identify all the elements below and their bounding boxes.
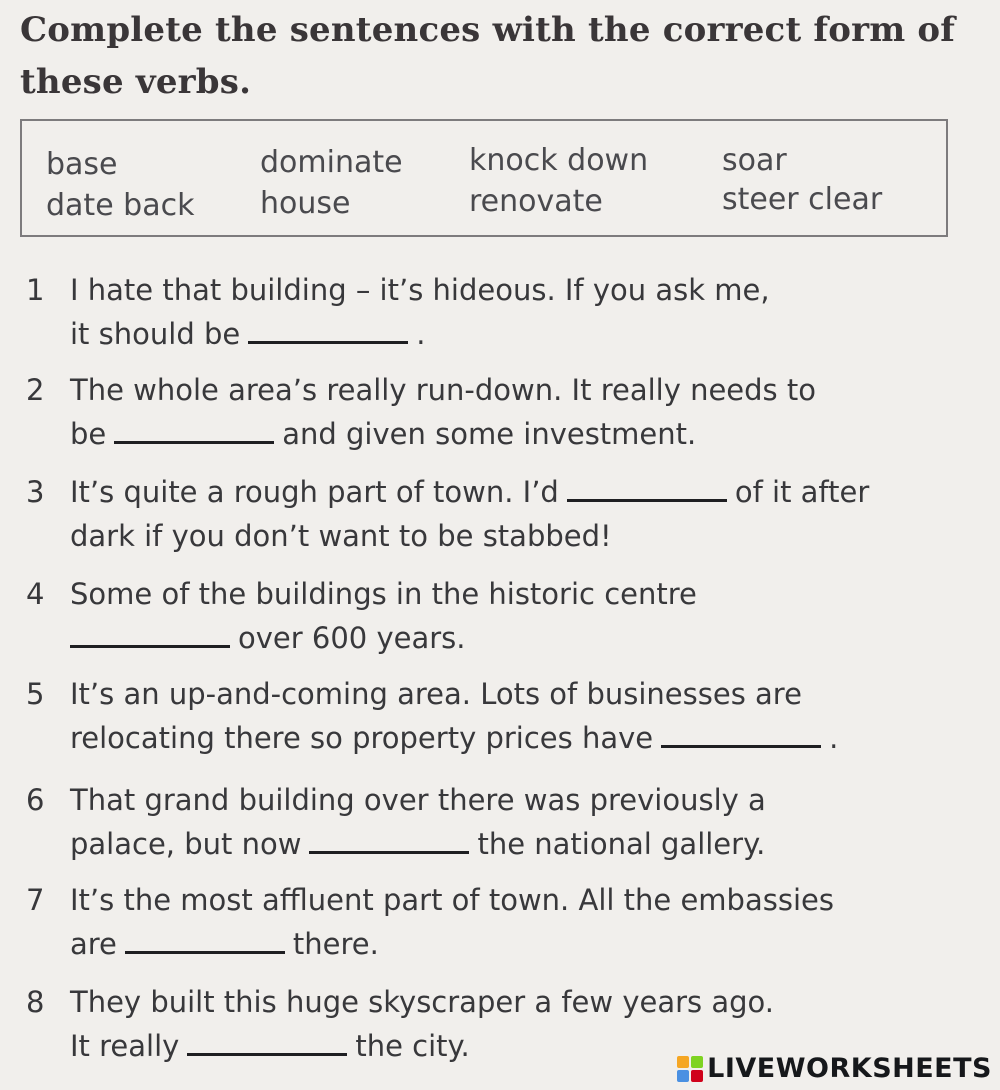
brand-text: LIVEWORKSHEETS: [707, 1053, 992, 1084]
word-base: base: [46, 147, 118, 182]
sentence-text: They built this huge skyscraper a few years ago.: [70, 985, 774, 1019]
sentence-text: That grand building over there was previously a: [70, 783, 766, 817]
liveworksheets-icon: [677, 1056, 703, 1082]
word-box: [20, 119, 948, 237]
item-number: 5: [26, 677, 45, 711]
answer-blank[interactable]: [309, 823, 469, 854]
title-line-1: Complete the sentences with the correct form of: [20, 10, 956, 50]
answer-blank[interactable]: [114, 413, 274, 444]
sentence-text: Some of the buildings in the historic centre: [70, 577, 697, 611]
item-number: 6: [26, 783, 45, 817]
icon-square: [677, 1056, 689, 1068]
sentence-text: The whole area’s really run-down. It really needs to: [70, 373, 816, 407]
word-knock-down: knock down: [469, 143, 649, 178]
icon-square: [691, 1070, 703, 1082]
item-number: 4: [26, 577, 45, 611]
liveworksheets-logo: [677, 1053, 992, 1084]
item-number: 3: [26, 475, 45, 509]
sentence-text: It’s an up-and-coming area. Lots of businesses are: [70, 677, 802, 711]
icon-square: [691, 1056, 703, 1068]
sentence-text: and given some investment.: [282, 417, 697, 451]
sentence-text: the city.: [355, 1029, 470, 1063]
sentence-text: I hate that building – it’s hideous. If you ask me,: [70, 273, 770, 307]
sentence-item: [26, 778, 976, 866]
sentence-text: dark if you don’t want to be stabbed!: [70, 519, 612, 553]
word-dominate: dominate: [260, 145, 403, 180]
sentence-text: It really: [70, 1029, 180, 1063]
word-renovate: renovate: [469, 184, 603, 219]
sentence-text: over 600 years.: [238, 621, 466, 655]
sentence-text: It’s the most affluent part of town. All the embassies: [70, 883, 834, 917]
sentence-item: [26, 368, 976, 456]
sentence-text: It’s quite a rough part of town. I’d: [70, 475, 559, 509]
title-line-2: these verbs.: [20, 62, 252, 102]
sentence-text: .: [829, 721, 839, 755]
sentence-item: [26, 268, 976, 356]
icon-square: [677, 1070, 689, 1082]
sentence-text: be: [70, 417, 107, 451]
sentence-item: [26, 878, 976, 966]
sentence-text: the national gallery.: [477, 827, 766, 861]
word-steer-clear: steer clear: [722, 182, 883, 217]
answer-blank[interactable]: [70, 617, 230, 648]
sentence-item: [26, 672, 976, 760]
sentence-text: of it after: [734, 475, 870, 509]
answer-blank[interactable]: [661, 717, 821, 748]
sentence-text: are: [70, 927, 117, 961]
item-number: 8: [26, 985, 45, 1019]
sentence-text: .: [416, 317, 426, 351]
answer-blank[interactable]: [248, 313, 408, 344]
instructions-title: [20, 4, 980, 108]
word-soar: soar: [722, 143, 787, 178]
answer-blank[interactable]: [567, 471, 727, 502]
word-house: house: [260, 186, 351, 221]
item-number: 2: [26, 373, 45, 407]
answer-blank[interactable]: [125, 923, 285, 954]
sentence-text: palace, but now: [70, 827, 302, 861]
word-date-back: date back: [46, 188, 195, 223]
sentence-text: relocating there so property prices have: [70, 721, 654, 755]
item-number: 7: [26, 883, 45, 917]
item-number: 1: [26, 273, 45, 307]
sentence-text: there.: [292, 927, 379, 961]
sentence-text: it should be: [70, 317, 241, 351]
answer-blank[interactable]: [187, 1025, 347, 1056]
sentence-item: [26, 470, 976, 558]
sentence-item: [26, 572, 976, 660]
